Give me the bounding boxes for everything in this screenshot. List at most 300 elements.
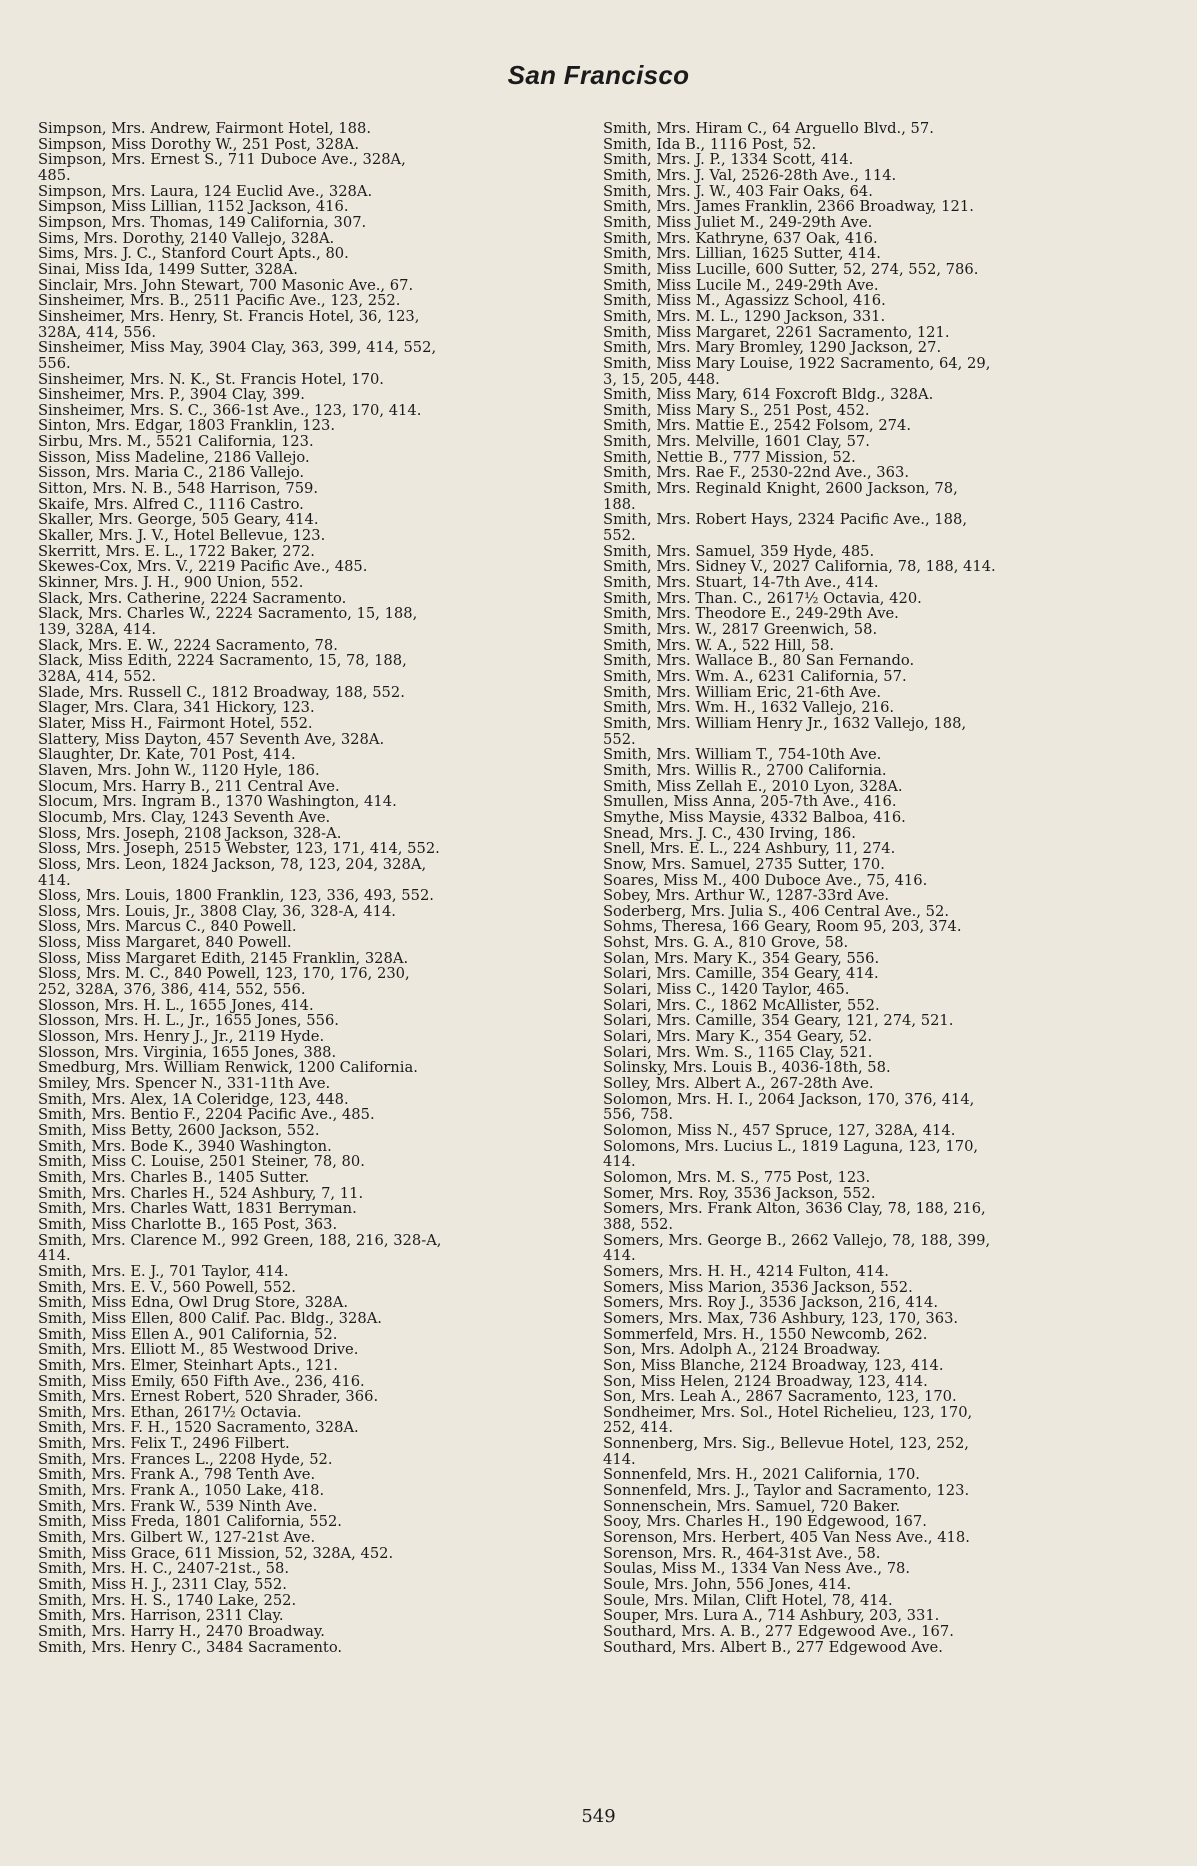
- entry-line: Smith, Miss Betty, 2600 Jackson, 552.: [38, 1122, 320, 1139]
- entry-line: Smith, Miss Mary, 614 Foxcroft Bldg., 328A.: [603, 386, 934, 404]
- directory-entry: [603, 606, 1163, 622]
- directory-entry: [38, 904, 598, 920]
- directory-entry: [603, 137, 1163, 153]
- directory-entry: [603, 998, 1163, 1014]
- entry-line: Smiley, Mrs. Spencer N., 331-11th Ave.: [38, 1075, 331, 1093]
- entry-line: Simpson, Mrs. Ernest S., 711 Duboce Ave., 328A,: [38, 151, 406, 169]
- directory-entry: [38, 1593, 598, 1609]
- directory-entry: [603, 1483, 1163, 1499]
- entry-line: Smith, Miss Edna, Owl Drug Store, 328A.: [38, 1294, 349, 1312]
- entry-line: Smith, Mrs. Frank A., 1050 Lake, 418.: [38, 1482, 325, 1500]
- directory-entry: [38, 528, 598, 544]
- entry-line: Smith, Mrs. William Eric, 21-6th Ave.: [603, 683, 882, 701]
- directory-entry: [603, 1280, 1163, 1296]
- entry-line: Soderberg, Mrs. Julia S., 406 Central Ave., 52.: [603, 902, 950, 920]
- directory-entry: [38, 1561, 598, 1577]
- entry-line: Soule, Mrs. Milan, Clift Hotel, 78, 414.: [603, 1591, 893, 1609]
- directory-entry: [38, 1342, 598, 1358]
- directory-entry: [603, 982, 1163, 998]
- entry-line: Smith, Mrs. W., 2817 Greenwich, 58.: [603, 621, 878, 638]
- entry-line: Slocum, Mrs. Ingram B., 1370 Washington, 414.: [38, 793, 397, 811]
- directory-entry: [603, 1311, 1163, 1327]
- directory-entry: [603, 716, 1163, 747]
- directory-entry: [603, 779, 1163, 795]
- entry-line: Smith, Miss Emily, 650 Fifth Ave., 236, 416.: [38, 1372, 365, 1390]
- entry-line: Son, Mrs. Leah A., 2867 Sacramento, 123, 170.: [603, 1388, 957, 1406]
- entry-line: Smith, Mrs. Sidney V., 2027 California, 78, 188, 414.: [603, 558, 996, 576]
- entry-line: Smith, Mrs. Wm. A., 6231 California, 57.: [603, 667, 907, 685]
- entry-continuation: 485.: [38, 166, 71, 184]
- entry-continuation: 414.: [603, 1247, 636, 1265]
- entry-continuation: 252, 328A, 376, 386, 414, 552, 556.: [38, 981, 306, 999]
- directory-entry: [38, 1499, 598, 1515]
- directory-entry: [603, 888, 1163, 904]
- directory-entry: [38, 293, 598, 309]
- directory-entry: [603, 231, 1163, 247]
- directory-entry: [38, 1123, 598, 1139]
- entry-line: Smith, Mrs. Robert Hays, 2324 Pacific Ave., 188,: [603, 511, 967, 529]
- entry-line: Smith, Mrs. Samuel, 359 Hyde, 485.: [603, 542, 875, 560]
- entry-line: Sloss, Mrs. Joseph, 2108 Jackson, 328-A.: [38, 824, 342, 842]
- directory-entry: [603, 1608, 1163, 1624]
- entry-line: Smith, Mrs. Stuart, 14-7th Ave., 414.: [603, 574, 879, 592]
- directory-entry: [603, 262, 1163, 278]
- directory-entry: [38, 1060, 598, 1076]
- directory-entry: [38, 1374, 598, 1390]
- directory-entry: [38, 121, 598, 137]
- directory-entry: [38, 1546, 598, 1562]
- directory-entry: [603, 841, 1163, 857]
- directory-entry: [38, 1640, 598, 1656]
- directory-entry: [603, 826, 1163, 842]
- entry-line: Smith, Miss Mary S., 251 Post, 452.: [603, 401, 870, 419]
- entry-line: Solomons, Mrs. Lucius L., 1819 Laguna, 123, 170,: [603, 1137, 979, 1155]
- entry-line: Smith, Mrs. W. A., 522 Hill, 58.: [603, 636, 835, 654]
- directory-entry: [38, 152, 598, 183]
- directory-entry: [603, 152, 1163, 168]
- directory-entry: [603, 951, 1163, 967]
- directory-entry: [38, 1233, 598, 1264]
- entry-line: Smith, Mrs. William Henry Jr., 1632 Vallejo, 188,: [603, 714, 967, 732]
- directory-entry: [38, 372, 598, 388]
- entry-line: Slager, Mrs. Clara, 341 Hickory, 123.: [38, 699, 315, 717]
- entry-line: Solari, Mrs. C., 1862 McAllister, 552.: [603, 996, 880, 1014]
- entry-line: Simpson, Miss Lillian, 1152 Jackson, 416.: [38, 198, 349, 216]
- directory-entry: [603, 184, 1163, 200]
- entry-line: Slosson, Mrs. H. L., Jr., 1655 Jones, 556.: [38, 1012, 339, 1030]
- directory-entry: [38, 481, 598, 497]
- directory-entry: [603, 1076, 1163, 1092]
- entry-line: Sorenson, Mrs. Herbert, 405 Van Ness Ave., 418.: [603, 1529, 970, 1547]
- entry-line: Skewes-Cox, Mrs. V., 2219 Pacific Ave., 485.: [38, 558, 368, 576]
- entry-line: Sinsheimer, Mrs. P., 3904 Clay, 399.: [38, 386, 305, 404]
- directory-entry: [38, 826, 598, 842]
- directory-entry: [603, 356, 1163, 387]
- entry-continuation: 139, 328A, 414.: [38, 621, 157, 638]
- entry-line: Smith, Miss Charlotte B., 165 Post, 363.: [38, 1215, 338, 1233]
- entry-line: Sinclair, Mrs. John Stewart, 700 Masonic Ave., 67.: [38, 276, 414, 294]
- directory-entry: [603, 1029, 1163, 1045]
- entry-line: Smith, Mrs. Ernest Robert, 520 Shrader, 366.: [38, 1388, 379, 1406]
- directory-entry: [38, 465, 598, 481]
- entry-line: Sloss, Miss Margaret Edith, 2145 Franklin, 328A.: [38, 949, 409, 967]
- entry-line: Solomon, Miss N., 457 Spruce, 127, 328A, 414.: [603, 1122, 956, 1139]
- directory-entry: [603, 1233, 1163, 1264]
- entry-line: Solari, Mrs. Camille, 354 Geary, 121, 274, 521.: [603, 1012, 954, 1030]
- entry-line: Solomon, Mrs. M. S., 775 Post, 123.: [603, 1168, 871, 1186]
- entry-line: Sloss, Miss Margaret, 840 Powell.: [38, 934, 292, 952]
- entry-line: Smullen, Miss Anna, 205-7th Ave., 416.: [603, 793, 897, 811]
- directory-entry: [603, 935, 1163, 951]
- directory-entry: [38, 184, 598, 200]
- entry-continuation: 552.: [603, 527, 636, 545]
- entry-line: Smith, Mrs. H. C., 2407-21st., 58.: [38, 1560, 290, 1578]
- directory-entry: [38, 1608, 598, 1624]
- entry-line: Smith, Mrs. E. J., 701 Taylor, 414.: [38, 1262, 289, 1280]
- directory-entry: [38, 403, 598, 419]
- page-title: San Francisco: [507, 60, 690, 90]
- directory-entry: [603, 403, 1163, 419]
- directory-entry: [603, 1186, 1163, 1202]
- directory-entry: [603, 1139, 1163, 1170]
- entry-line: Smythe, Miss Maysie, 4332 Balboa, 416.: [603, 808, 906, 826]
- directory-entry: [38, 1405, 598, 1421]
- entry-line: Skaller, Mrs. J. V., Hotel Bellevue, 123.: [38, 527, 326, 545]
- directory-entry: [603, 512, 1163, 543]
- entry-line: Sloss, Mrs. Louis, Jr., 3808 Clay, 36, 328-A, 414.: [38, 902, 396, 920]
- directory-entry: [603, 919, 1163, 935]
- directory-entry: [38, 1311, 598, 1327]
- entry-line: Smith, Miss Juliet M., 249-29th Ave.: [603, 213, 873, 231]
- entry-line: Sloss, Mrs. Marcus C., 840 Powell.: [38, 918, 297, 936]
- directory-entry: [603, 293, 1163, 309]
- entry-line: Solley, Mrs. Albert A., 267-28th Ave.: [603, 1075, 874, 1093]
- entry-continuation: 328A, 414, 552.: [38, 667, 157, 685]
- directory-entry: [603, 1640, 1163, 1656]
- entry-line: Sims, Mrs. J. C., Stanford Court Apts., 80.: [38, 245, 349, 263]
- entry-line: Smith, Miss C. Louise, 2501 Steiner, 78, 80.: [38, 1153, 365, 1171]
- entry-continuation: 414.: [38, 1247, 71, 1265]
- directory-entry: [603, 309, 1163, 325]
- directory-entry: [603, 246, 1163, 262]
- entry-line: Solari, Mrs. Mary K., 354 Geary, 52.: [603, 1028, 873, 1046]
- entry-line: Simpson, Miss Dorothy W., 251 Post, 328A.: [38, 135, 360, 153]
- entry-continuation: 252, 414.: [603, 1419, 674, 1437]
- entry-line: Smith, Mrs. Elliott M., 85 Westwood Drive.: [38, 1341, 359, 1359]
- directory-entry: [38, 716, 598, 732]
- entry-line: Slack, Mrs. Charles W., 2224 Sacramento, 15, 188,: [38, 605, 418, 623]
- entry-line: Sitton, Mrs. N. B., 548 Harrison, 759.: [38, 480, 319, 498]
- directory-entry: [603, 669, 1163, 685]
- entry-line: Soares, Miss M., 400 Duboce Ave., 75, 416.: [603, 871, 928, 889]
- directory-entry: [38, 559, 598, 575]
- entry-line: Smith, Nettie B., 777 Mission, 52.: [603, 448, 856, 466]
- directory-entry: [38, 1186, 598, 1202]
- entry-continuation: 3, 15, 205, 448.: [603, 370, 720, 388]
- directory-entry: [38, 638, 598, 654]
- entry-line: Sohst, Mrs. G. A., 810 Grove, 58.: [603, 934, 849, 952]
- entry-line: Smith, Mrs. Bode K., 3940 Washington.: [38, 1137, 332, 1155]
- entry-line: Slattery, Miss Dayton, 457 Seventh Ave, 328A.: [38, 730, 385, 748]
- directory-entry: [38, 1280, 598, 1296]
- entry-line: Smith, Mrs. Harry H., 2470 Broadway.: [38, 1623, 325, 1640]
- entry-line: Smith, Mrs. Than. C., 2617½ Octavia, 420.: [603, 589, 922, 607]
- directory-entry: [603, 873, 1163, 889]
- entry-line: Soulas, Miss M., 1334 Van Ness Ave., 78.: [603, 1560, 911, 1578]
- entry-line: Southard, Mrs. Albert B., 277 Edgewood Ave.: [603, 1638, 943, 1656]
- entry-line: Smith, Miss Grace, 611 Mission, 52, 328A, 452.: [38, 1544, 394, 1562]
- entry-line: Slaven, Mrs. John W., 1120 Hyle, 186.: [38, 761, 320, 779]
- directory-entry: [603, 763, 1163, 779]
- entry-line: Slack, Miss Edith, 2224 Sacramento, 15, 78, 188,: [38, 652, 407, 670]
- entry-line: Slocum, Mrs. Harry B., 211 Central Ave.: [38, 777, 340, 795]
- directory-entry: [38, 1264, 598, 1280]
- directory-entry: [38, 998, 598, 1014]
- entry-continuation: 552.: [603, 730, 636, 748]
- entry-continuation: 328A, 414, 556.: [38, 323, 157, 341]
- directory-entry: [38, 1577, 598, 1593]
- entry-line: Somer, Mrs. Roy, 3536 Jackson, 552.: [603, 1184, 876, 1202]
- entry-line: Sinsheimer, Miss May, 3904 Clay, 363, 399, 414, 552,: [38, 339, 437, 357]
- entry-line: Smith, Mrs. Bentio F., 2204 Pacific Ave., 485.: [38, 1106, 375, 1124]
- directory-entry: [38, 309, 598, 340]
- entry-line: Smith, Mrs. Charles H., 524 Ashbury, 7, 11.: [38, 1184, 364, 1202]
- entry-line: Smith, Mrs. J. P., 1334 Scott, 414.: [603, 151, 854, 169]
- entry-line: Solari, Miss C., 1420 Taylor, 465.: [603, 981, 850, 999]
- entry-line: Slack, Mrs. E. W., 2224 Sacramento, 78.: [38, 636, 338, 654]
- entry-line: Soule, Mrs. John, 556 Jones, 414.: [603, 1576, 852, 1594]
- directory-entry: [603, 450, 1163, 466]
- entry-continuation: 188.: [603, 495, 636, 513]
- entry-line: Solan, Mrs. Mary K., 354 Geary, 556.: [603, 949, 880, 967]
- directory-entry: [38, 199, 598, 215]
- directory-entry: [603, 1374, 1163, 1390]
- directory-entry: [38, 1201, 598, 1217]
- entry-line: Son, Miss Helen, 2124 Broadway, 123, 414.: [603, 1372, 928, 1390]
- directory-entry: [38, 1483, 598, 1499]
- directory-entry: [38, 418, 598, 434]
- directory-entry: [603, 591, 1163, 607]
- directory-entry: [38, 1436, 598, 1452]
- entry-line: Smith, Mrs. J. Val, 2526-28th Ave., 114.: [603, 166, 897, 184]
- directory-entry: [38, 497, 598, 513]
- entry-line: Smith, Mrs. Theodore E., 249-29th Ave.: [603, 605, 899, 623]
- entry-line: Slocumb, Mrs. Clay, 1243 Seventh Ave.: [38, 808, 331, 826]
- entry-line: Sobey, Mrs. Arthur W., 1287-33rd Ave.: [603, 887, 890, 905]
- directory-entry: [603, 387, 1163, 403]
- entry-line: Sloss, Mrs. Joseph, 2515 Webster, 123, 171, 414, 552.: [38, 840, 440, 858]
- entry-continuation: 556.: [38, 354, 71, 372]
- entry-line: Smith, Mrs. Lillian, 1625 Sutter, 414.: [603, 245, 881, 263]
- directory-entry: [38, 450, 598, 466]
- entry-line: Solomon, Mrs. H. I., 2064 Jackson, 170, 376, 414,: [603, 1090, 975, 1108]
- entry-line: Skinner, Mrs. J. H., 900 Union, 552.: [38, 574, 304, 592]
- entry-line: Smith, Miss Lucille, 600 Sutter, 52, 274, 552, 786.: [603, 260, 979, 278]
- entry-line: Sommerfeld, Mrs. H., 1550 Newcomb, 262.: [603, 1325, 928, 1343]
- directory-entry: [38, 935, 598, 951]
- entry-line: Smith, Mrs. Willis R., 2700 California.: [603, 761, 887, 779]
- directory-entry: [38, 262, 598, 278]
- entry-line: Son, Miss Blanche, 2124 Broadway, 123, 414.: [603, 1356, 944, 1374]
- entry-line: Smith, Mrs. Hiram C., 64 Arguello Blvd., 57.: [603, 120, 934, 137]
- directory-entry: [603, 1530, 1163, 1546]
- entry-line: Smith, Miss Ellen, 800 Calif. Pac. Bldg., 328A.: [38, 1309, 382, 1327]
- directory-entry: [38, 763, 598, 779]
- entry-line: Simpson, Mrs. Thomas, 149 California, 307.: [38, 213, 367, 231]
- directory-entry: [38, 1358, 598, 1374]
- entry-line: Smith, Mrs. H. S., 1740 Lake, 252.: [38, 1591, 297, 1609]
- entry-line: Sinsheimer, Mrs. S. C., 366-1st Ave., 123, 170, 414.: [38, 401, 422, 419]
- directory-entry: [603, 121, 1163, 137]
- directory-entry: [38, 387, 598, 403]
- entry-line: Smith, Mrs. Felix T., 2496 Filbert.: [38, 1435, 290, 1453]
- entry-line: Smith, Miss Ellen A., 901 California, 52.: [38, 1325, 338, 1343]
- entry-line: Souper, Mrs. Lura A., 714 Ashbury, 203, 331.: [603, 1607, 940, 1625]
- entry-line: Smith, Miss Mary Louise, 1922 Sacramento, 64, 29,: [603, 354, 991, 372]
- directory-entry: [38, 231, 598, 247]
- directory-entry: [603, 685, 1163, 701]
- directory-entry: [38, 1217, 598, 1233]
- directory-entry: [603, 1546, 1163, 1562]
- directory-entry: [603, 1327, 1163, 1343]
- entry-line: Sinsheimer, Mrs. Henry, St. Francis Hotel, 36, 123,: [38, 307, 420, 325]
- entry-line: Sims, Mrs. Dorothy, 2140 Vallejo, 328A.: [38, 229, 335, 247]
- directory-entry: [38, 951, 598, 967]
- entry-line: Slade, Mrs. Russell C., 1812 Broadway, 188, 552.: [38, 683, 405, 701]
- entry-line: Sirbu, Mrs. M., 5521 California, 123.: [38, 433, 314, 451]
- directory-entry: [38, 137, 598, 153]
- entry-line: Smith, Mrs. James Franklin, 2366 Broadway, 121.: [603, 198, 974, 216]
- entry-line: Solari, Mrs. Wm. S., 1165 Clay, 521.: [603, 1043, 873, 1061]
- directory-entry: [38, 841, 598, 857]
- entry-line: Slosson, Mrs. Henry J., Jr., 2119 Hyde.: [38, 1028, 325, 1046]
- entry-line: Slosson, Mrs. H. L., 1655 Jones, 414.: [38, 996, 314, 1014]
- entry-line: Smith, Mrs. Charles Watt, 1831 Berryman.: [38, 1200, 357, 1218]
- entry-line: Smith, Mrs. E. V., 560 Powell, 552.: [38, 1278, 296, 1296]
- directory-entry: [38, 1530, 598, 1546]
- page-number: 549: [581, 1806, 616, 1827]
- directory-entry: [38, 1295, 598, 1311]
- directory-entry: [38, 1154, 598, 1170]
- directory-entry: [603, 1561, 1163, 1577]
- entry-line: Snell, Mrs. E. L., 224 Ashbury, 11, 274.: [603, 840, 896, 858]
- entry-line: Smith, Mrs. Ethan, 2617½ Octavia.: [38, 1403, 302, 1421]
- directory-entry: [603, 904, 1163, 920]
- entry-line: Sonnenschein, Mrs. Samuel, 720 Baker.: [603, 1497, 901, 1515]
- directory-entry: [603, 1514, 1163, 1530]
- entry-line: Smith, Mrs. Wm. H., 1632 Vallejo, 216.: [603, 699, 895, 717]
- entry-line: Smith, Mrs. Rae F., 2530-22nd Ave., 363.: [603, 464, 910, 482]
- directory-entry: [603, 1013, 1163, 1029]
- entry-line: Smith, Mrs. Mattie E., 2542 Folsom, 274.: [603, 417, 912, 435]
- entry-line: Slater, Miss H., Fairmont Hotel, 552.: [38, 714, 313, 732]
- directory-entry: [38, 685, 598, 701]
- directory-entry: [38, 700, 598, 716]
- entry-line: Somers, Mrs. Roy J., 3536 Jackson, 216, 414.: [603, 1294, 939, 1312]
- entry-line: Solari, Mrs. Camille, 354 Geary, 414.: [603, 965, 879, 983]
- directory-entry: [603, 857, 1163, 873]
- entry-line: Sohms, Theresa, 166 Geary, Room 95, 203, 374.: [603, 918, 962, 936]
- entry-line: Sloss, Mrs. M. C., 840 Powell, 123, 170, 176, 230,: [38, 965, 410, 983]
- entry-line: Sinton, Mrs. Edgar, 1803 Franklin, 123.: [38, 417, 335, 435]
- entry-line: Sonnenfeld, Mrs. J., Taylor and Sacramento, 123.: [603, 1482, 970, 1500]
- directory-entry: [38, 1624, 598, 1640]
- directory-entry: [603, 1170, 1163, 1186]
- directory-entry: [38, 1139, 598, 1155]
- directory-entry: [38, 747, 598, 763]
- directory-entry: [603, 544, 1163, 560]
- entry-line: Smith, Mrs. F. H., 1520 Sacramento, 328A.: [38, 1419, 359, 1437]
- entry-line: Slosson, Mrs. Virginia, 1655 Jones, 388.: [38, 1043, 337, 1061]
- entry-line: Sorenson, Mrs. R., 464-31st Ave., 58.: [603, 1544, 881, 1562]
- entry-line: Sooy, Mrs. Charles H., 190 Edgewood, 167.: [603, 1513, 927, 1531]
- directory-entry: [603, 653, 1163, 669]
- directory-entry: [38, 810, 598, 826]
- entry-line: Smith, Mrs. Frank W., 539 Ninth Ave.: [38, 1497, 318, 1515]
- entry-line: Somers, Mrs. George B., 2662 Vallejo, 78, 188, 399,: [603, 1231, 991, 1249]
- entry-line: Smith, Mrs. J. W., 403 Fair Oaks, 64.: [603, 182, 873, 200]
- directory-entry: [603, 278, 1163, 294]
- directory-entry: [38, 1107, 598, 1123]
- directory-entry: [603, 465, 1163, 481]
- directory-entry: [603, 1264, 1163, 1280]
- directory-entry: [603, 1467, 1163, 1483]
- directory-entry: [38, 1389, 598, 1405]
- right-column: [603, 121, 1163, 1655]
- directory-entry: [38, 1452, 598, 1468]
- entry-line: Sinai, Miss Ida, 1499 Sutter, 328A.: [38, 260, 298, 278]
- entry-line: Smith, Mrs. William T., 754-10th Ave.: [603, 746, 882, 764]
- entry-line: Smith, Miss M., Agassizz School, 416.: [603, 292, 886, 310]
- entry-line: Sisson, Miss Madeline, 2186 Vallejo.: [38, 448, 310, 466]
- directory-entry: [603, 1342, 1163, 1358]
- directory-entry: [38, 278, 598, 294]
- directory-entry: [603, 794, 1163, 810]
- directory-entry: [603, 1436, 1163, 1467]
- directory-entry: [603, 1201, 1163, 1232]
- directory-entry: [38, 340, 598, 371]
- entry-line: Smith, Miss H. J., 2311 Clay, 552.: [38, 1576, 287, 1594]
- directory-entry: [603, 622, 1163, 638]
- directory-entry: [603, 966, 1163, 982]
- directory-entry: [38, 606, 598, 637]
- entry-line: Sloss, Mrs. Louis, 1800 Franklin, 123, 336, 493, 552.: [38, 887, 434, 905]
- entry-line: Sondheimer, Mrs. Sol., Hotel Richelieu, 123, 170,: [603, 1403, 973, 1421]
- entry-line: Smith, Mrs. Harrison, 2311 Clay.: [38, 1607, 284, 1625]
- entry-continuation: 414.: [38, 871, 71, 889]
- directory-entry: [38, 1029, 598, 1045]
- entry-line: Smith, Mrs. Clarence M., 992 Green, 188, 216, 328-A,: [38, 1231, 442, 1249]
- directory-entry: [38, 215, 598, 231]
- directory-entry: [603, 638, 1163, 654]
- directory-entry: [603, 575, 1163, 591]
- entry-line: Smith, Mrs. Elmer, Steinhart Apts., 121.: [38, 1356, 338, 1374]
- directory-entry: [603, 418, 1163, 434]
- entry-line: Sonnenberg, Mrs. Sig., Bellevue Hotel, 123, 252,: [603, 1435, 969, 1453]
- entry-line: Sloss, Mrs. Leon, 1824 Jackson, 78, 123, 204, 328A,: [38, 855, 427, 873]
- entry-continuation: 556, 758.: [603, 1106, 674, 1124]
- directory-entry: [38, 919, 598, 935]
- entry-line: Somers, Mrs. Frank Alton, 3636 Clay, 78, 188, 216,: [603, 1200, 986, 1218]
- directory-entry: [38, 1045, 598, 1061]
- directory-entry: [38, 732, 598, 748]
- directory-entry: [38, 779, 598, 795]
- directory-entry: [603, 199, 1163, 215]
- entry-line: Smith, Miss Zellah E., 2010 Lyon, 328A.: [603, 777, 903, 795]
- directory-entry: [38, 653, 598, 684]
- directory-entry: [38, 857, 598, 888]
- directory-entry: [38, 434, 598, 450]
